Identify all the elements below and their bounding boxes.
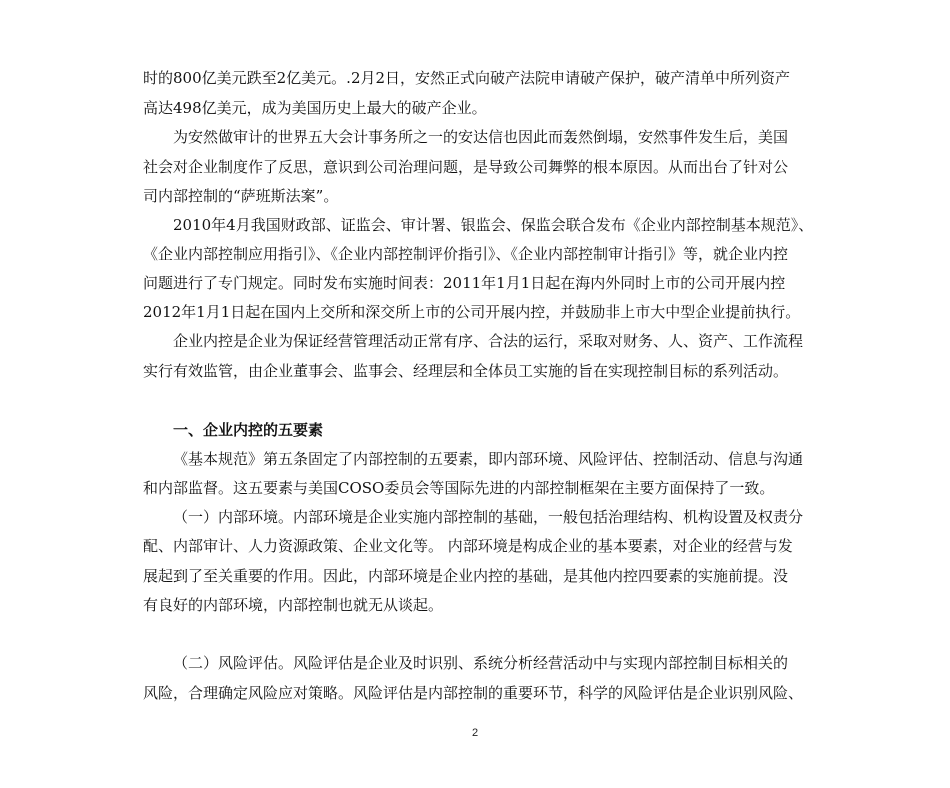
text-line: （一）内部环境。内部环境是企业实施内部控制的基础，一般包括治理结构、机构设置及权责分 <box>173 508 804 526</box>
text-line: 时的800亿美元跌至2亿美元。.2月2日，安然正式向破产法院申请破产保护，破产清单中所列资产 <box>143 69 791 87</box>
text-line: 司内部控制的“萨班斯法案”。 <box>143 187 339 205</box>
text-line: 为安然做审计的世界五大会计事务所之一的安达信也因此而轰然倒塌，安然事件发生后，美国 <box>173 128 789 146</box>
section-heading: 一、企业内控的五要素 <box>173 421 324 439</box>
text-line: 社会对企业制度作了反思，意识到公司治理问题，是导致公司舞弊的根本原因。从而出台了针对公 <box>143 158 789 176</box>
text-line: 《基本规范》第五条固定了内部控制的五要素，即内部环境、风险评估、控制活动、信息与沟通 <box>173 450 804 468</box>
page-number: 2 <box>471 727 479 739</box>
text-line: 实行有效监管，由企业董事会、监事会、经理层和全体员工实施的旨在实现控制目标的系列活动。 <box>143 362 789 380</box>
text-line: 配、内部审计、人力资源政策、企业文化等。 内部环境是构成企业的基本要素，对企业的经营与发 <box>143 537 793 555</box>
text-line: 2010年4月我国财政部、证监会、审计署、银监会、保监会联合发布《企业内部控制基本规范》、 <box>173 216 814 234</box>
text-line: 2012年1月1日起在国内上交所和深交所上市的公司开展内控，并鼓励非上市大中型企业提前执行。 <box>143 303 801 321</box>
text-line: 展起到了至关重要的作用。因此，内部环境是企业内控的基础，是其他内控四要素的实施前提。没 <box>143 567 789 585</box>
text-line: 问题进行了专门规定。同时发布实施时间表：2011年1月1日起在海内外同时上市的公司开展内控 <box>143 274 786 292</box>
text-line: 《企业内部控制应用指引》、《企业内部控制评价指引》、《企业内部控制审计指引》等，就企业内控 <box>143 245 789 263</box>
text-line: 风险，合理确定风险应对策略。风险评估是内部控制的重要环节，科学的风险评估是企业识别风险、 <box>143 684 804 702</box>
text-line: 有良好的内部环境，内部控制也就无从谈起。 <box>143 596 444 614</box>
text-line: 企业内控是企业为保证经营管理活动正常有序、合法的运行，采取对财务、人、资产、工作流程 <box>173 332 804 350</box>
text-line: 高达498亿美元，成为美国历史上最大的破产企业。 <box>143 99 487 117</box>
text-line: （二）风险评估。风险评估是企业及时识别、系统分析经营活动中与实现内部控制目标相关的 <box>173 654 789 672</box>
text-line: 和内部监督。这五要素与美国COSO委员会等国际先进的内部控制框架在主要方面保持了一致。 <box>143 479 775 497</box>
